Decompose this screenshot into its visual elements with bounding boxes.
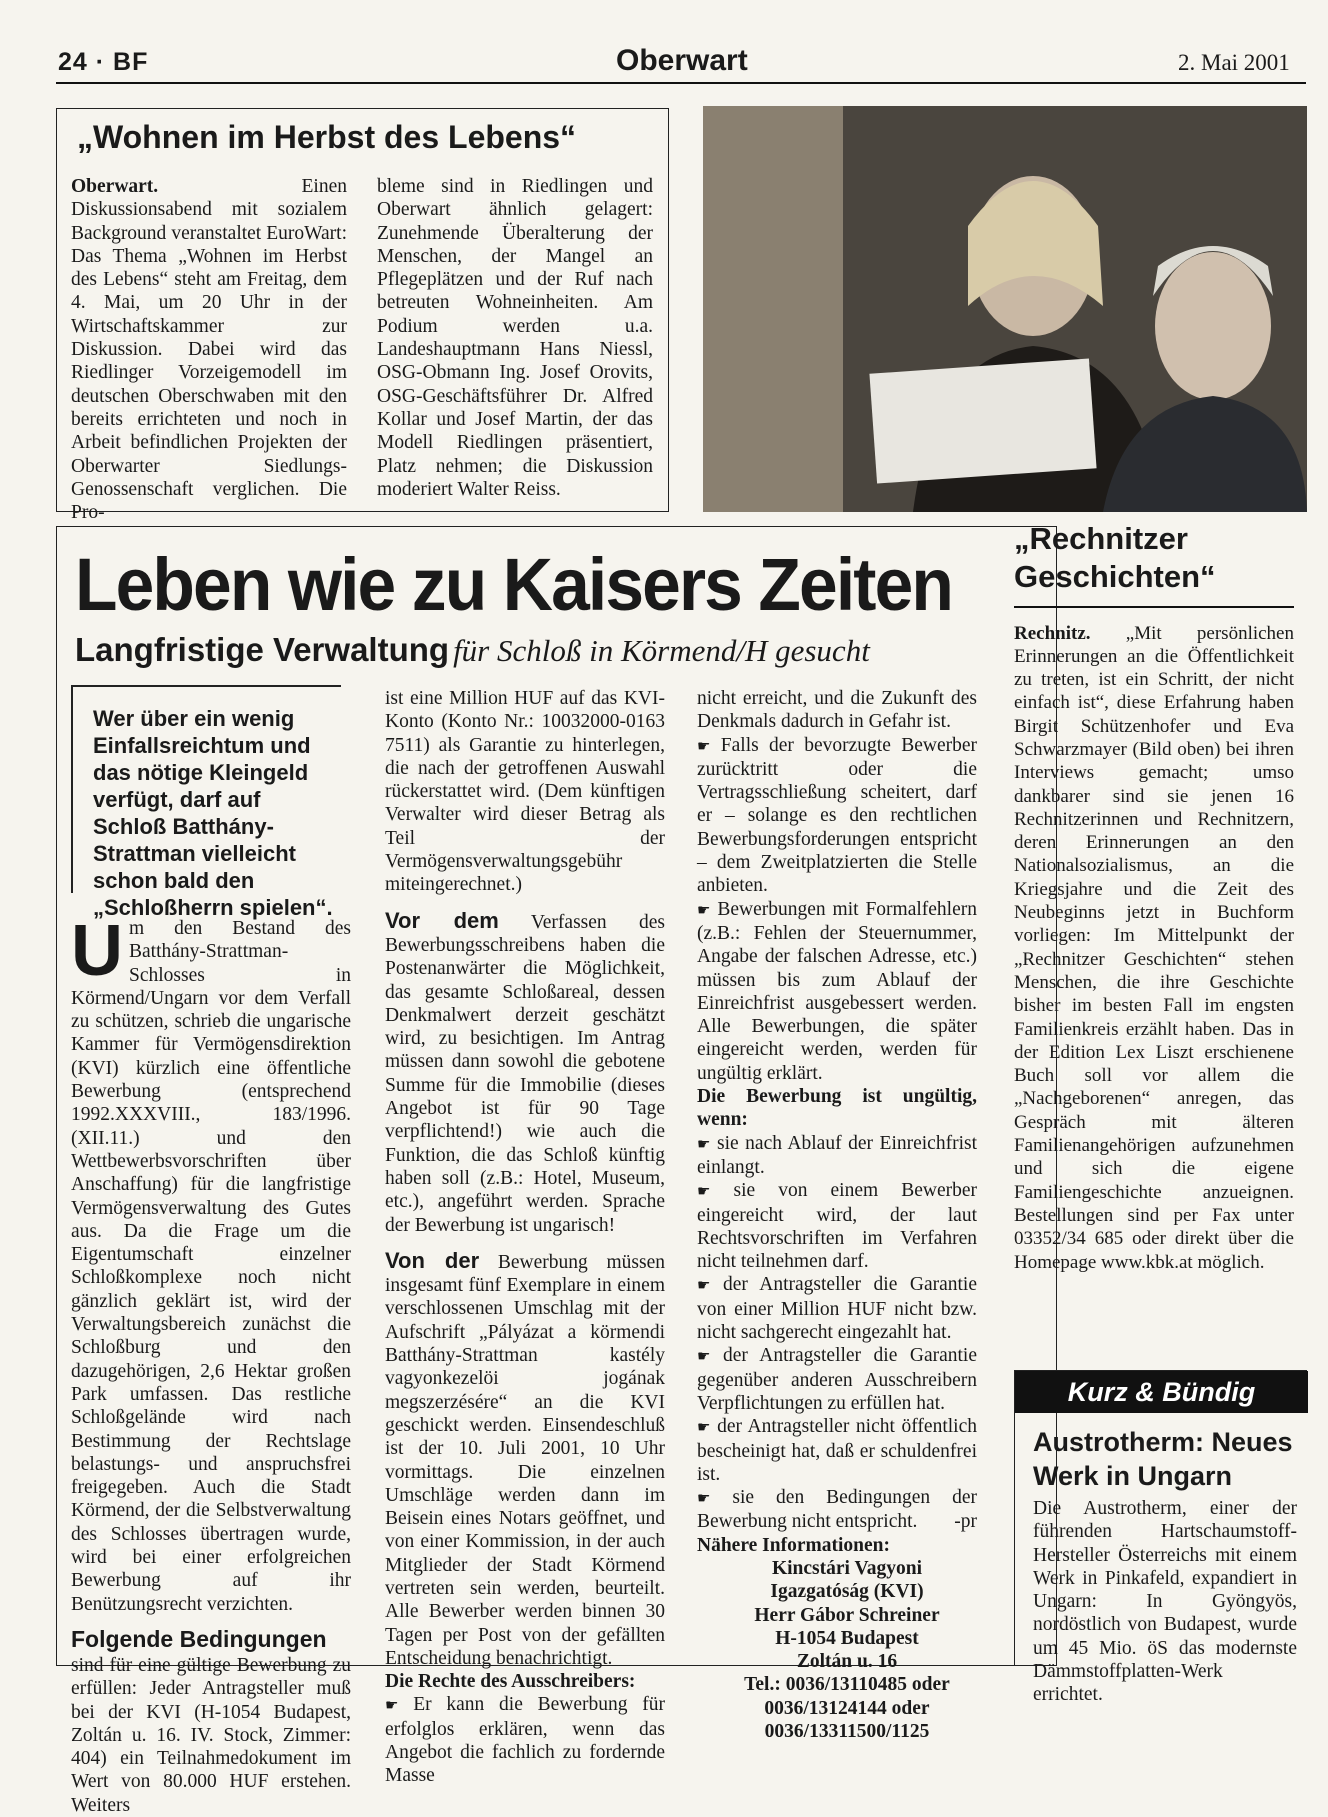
top-article-col1: Oberwart. Einen Diskussionsabend mit sozialem Background veranstaltet EuroWart: Das Thema „Wohnen im Herbst des Lebens“ steht am Freitag, dem 4. Mai, um 20 Uhr in der Wirtschaftskammer zur Diskussion. Dabei wird das Riedlinger Vorzeigemodell im deutschen Oberschwaben mit den bereits errichteten und noch in Arbeit befindlichen Projekten der Oberwarter Siedlungs-Genossenschaft verglichen. Die Pro-	[71, 176, 347, 524]
pointing-hand-icon: ☛	[697, 900, 711, 919]
pointing-hand-icon: ☛	[697, 1418, 711, 1437]
top-article-dateline: Oberwart.	[71, 176, 159, 197]
main-article-box	[56, 526, 1057, 1816]
side-article	[1014, 520, 1294, 1274]
kurz-box	[1014, 1370, 1307, 1706]
side-article-title: „Rechnitzer Geschichten“	[1014, 521, 1216, 594]
pointing-hand-icon: ☛	[697, 1276, 711, 1295]
top-article-box	[56, 108, 669, 524]
side-article-body: Rechnitz. „Mit persönlichen Erinnerungen an die Öffentlichkeit zu treten, ist ein Schritt, der nicht einfach ist“, diese Erfahrung haben Birgit Schützenhofer und Eva Schwarzmayer (Bild oben) bei ihren Interviews gemacht; umso dankbarer sind sie jenen 16 Rechnitzerinnen und Rechnitzern, deren Erinnerungen an den Nationalsozialismus, an die Kriegsjahre und die Zeit des Neubeginns jetzt in Buchform vorliegen: Im Mittelpunkt der „Rechnitzer Geschichten“ stehen Menschen, die ihre Geschichte bisher im besten Fall im engsten Familienkreis erzählt haben. Das in der Edition Lex Liszt erschienene Buch soll vor allem die „Nachgeborenen“ anregen, das Gespräch mit älteren Familienangehörigen aufzunehmen und sich die eigene Familiengeschichte anzueignen. Bestellungen sind per Fax unter 03352/34 685 oder direkt über die Homepage www.kbk.at möglich.	[1014, 622, 1294, 1273]
main-lead: Wer über ein wenig Einfallsreichtum und das nötige Kleingeld verfügt, darf auf Schloß Batthány-Strattman vielleicht schon bald den „Schloßherrn spielen“.	[93, 706, 333, 920]
section-title: Oberwart	[616, 44, 748, 77]
kurz-title: Austrotherm: Neues Werk in Ungarn	[1033, 1427, 1293, 1491]
author-signature: -pr	[954, 1511, 977, 1533]
main-col2: ist eine Million HUF auf das KVI-Konto (Konto Nr.: 10032000-0163 7511) als Garantie zu hinterlegen, die nach der getroffenen Auswahl rückerstattet wird. (Dem künftigen Verwalter wird dieser Betrag als Teil der Vermögensverwaltungsgebühr miteingerechnet.) Vor dem Verfassen des Bewerbungsschreibens haben die Postenanwärter die Möglichkeit, das gesamte Schloßareal, dessen Denkmalwert derzeit geschätzt wird, zu besichtigen. Im Antrag müssen dann sowohl die gebotene Summe für die Immobilie (dieses Angebot ist für 90 Tage verpflichtend!) wie auch die Funktion, die das Schloß künftig haben soll (z.B.: Hotel, Museum, etc.), angeführt werden. Sprache der Bewerbung ist ungarisch! Von der Bewerbung müssen insgesamt fünf Exemplare in einem verschlossenen Umschlag mit der Aufschrift „Pályázat a körmendi Batthány-Strattman kastély vagyonkezelöi jogának megszerzésére“ an die KVI geschickt werden. Einsendeschluß ist der 10. Juli 2001, 10 Uhr vormittags. Die einzelnen Umschläge werden dann im Beisein eines Notars geöffnet, und von einer Kommission, in der auch Mitglieder der Stadt Körmend vertreten sein werden, beurteilt. Alle Bewerber werden binnen 30 Tagen per Post von der gefällten Entscheidung benachrichtigt. Die Rechte des Ausschreibers: ☛ Er kann die Bewerbung für erfolglos erklären, wenn das Angebot die fachlich zu fordernde Masse	[385, 688, 665, 1787]
info-heading: Nähere Informationen:	[697, 1534, 890, 1556]
article-photo	[703, 106, 1307, 512]
dropcap: U	[71, 911, 123, 991]
photo-two-women	[703, 106, 1307, 512]
top-article-title: „Wohnen im Herbst des Lebens“	[77, 119, 577, 155]
pointing-hand-icon: ☛	[697, 1182, 711, 1201]
info-block: Kincstári Vagyoni Igazgatóság (KVI) Herr Gábor Schreiner H-1054 Budapest Zoltán u. 16 Tel.: 0036/13110485 oder 0036/13124144 oder 0036/13311500/1125	[744, 1557, 950, 1743]
pointing-hand-icon: ☛	[697, 736, 711, 755]
pointing-hand-icon: ☛	[697, 1489, 711, 1508]
pointing-hand-icon: ☛	[697, 1134, 711, 1153]
side-article-rule	[1014, 606, 1294, 608]
issue-date: 2. Mai 2001	[1178, 50, 1290, 75]
main-col3: nicht erreicht, und die Zukunft des Denkmals dadurch in Gefahr ist. ☛ Falls der bevorzugte Bewerber zurücktritt oder die Vertragsschließung scheitert, darf er – solange es den rechtlichen Bewerbungsforderungen entspricht – dem Zweitplatzierten die Stelle anbieten. ☛ Bewerbungen mit Formalfehlern (z.B.: Fehlen der Steuernummer, Angabe der falschen Adresse, etc.) müssen bis zum Ablauf der Einreichfrist ausgebessert werden. Alle Bewerbungen, die später eingereicht werden, werden für ungültig erklärt. Die Bewerbung ist ungültig, wenn: ☛ sie nach Ablauf der Einreichfrist einlangt. ☛ sie von einem Bewerber eingereicht wird, der laut Rechtsvorschriften im Verfahren nicht teilnehmen darf. ☛ der Antragsteller die Garantie von einer Million HUF nicht bzw. nicht sachgerecht eingezahlt hat. ☛ der Antragsteller die Garantie gegenüber anderen Ausschreibern Verpflichtungen zu erfüllen hat. ☛ der Antragsteller nicht öffentlich bescheinigt hat, daß er schuldenfrei ist. ☛ sie den Bedingungen der Bewerbung nicht entspricht. -pr Nähere Informationen: Kincstári Vagyoni Igazgatóság (KVI) Herr Gábor Schreiner H-1054 Budapest Zoltán u. 16 Tel.: 0036/13110485 oder 0036/13124144 oder 0036/13311500/1125	[697, 688, 977, 1743]
pointing-hand-icon: ☛	[385, 1696, 399, 1715]
subhead-bedingungen: Folgende Bedingungen	[71, 1625, 327, 1652]
kurz-banner: Kurz & Bündig	[1015, 1371, 1308, 1413]
main-col1: Um den Bestand des Batthány-Strattman-Schlosses in Körmend/Ungarn vor dem Verfall zu schützen, schrieb die ungarische Kammer für Vermögensdirektion (KVI) kürzlich eine öffentliche Bewerbung (entsprechend 1992.XXXVIII., 183/1996. (XII.11.) und den Wettbewerbsvorschriften über Anschaffung) für die langfristige Vermögensverwaltung des Gutes aus. Da die Frage um die Eigentumschaft einzelner Schloßkomplexe noch nicht gänzlich geklärt ist, wird der Verwaltungsbereich zunächst die Schloßburg und den dazugehörigen, 2,6 Hektar großen Park umfassen. Das restliche Schloßgelände wird nach Bestimmung der Rechtslage belastungs- und anspruchsfrei freigegeben. Auch die Stadt Körmend, der die Selbstverwaltung des Schlosses übertragen wurde, wird bei einer erfolgreichen Bewerbung auf ihr Benützungsrecht verzichten. Folgende Bedingungen sind für eine gültige Bewerbung zu erfüllen: Jeder Antragsteller muß bei der KVI (H-1054 Budapest, Zoltán u. 16. IV. Stock, Zimmer: 404) ein Teilnahmedokument im Wert von 80.000 HUF erstehen. Weiters	[71, 911, 351, 1816]
pointing-hand-icon: ☛	[697, 1347, 711, 1366]
main-subhead: Langfristige Verwaltung für Schloß in Körmend/H gesucht	[75, 631, 870, 668]
kurz-body: Die Austrotherm, einer der führenden Hartschaumstoff-Hersteller Österreichs mit einem Werk in Pinkafeld, expandiert in Ungarn: In Gyöngyös, nordöstlich von Budapest, wurde um 45 Mio. öS das modernste Dämmstoffplatten-Werk errichtet.	[1033, 1498, 1297, 1706]
main-headline: Leben wie zu Kaisers Zeiten	[75, 543, 952, 626]
top-article-col2: bleme sind in Riedlingen und Oberwart ähnlich gelagert: Zunehmende Überalterung der Menschen, der Mangel an Pflegeplätzen und der Ruf nach betreuten Wohneinheiten. Am Podium werden u.a. Landeshauptmann Hans Niessl, OSG-Obmann Ing. Josef Orovits, OSG-Geschäftsführer Dr. Alfred Kollar und Josef Martin, der das Modell Riedlingen präsentiert, Platz nehmen; die Diskussion moderiert Walter Reiss.	[377, 176, 653, 500]
header-rule	[56, 82, 1306, 84]
page-number: 24 · BF	[58, 48, 149, 76]
